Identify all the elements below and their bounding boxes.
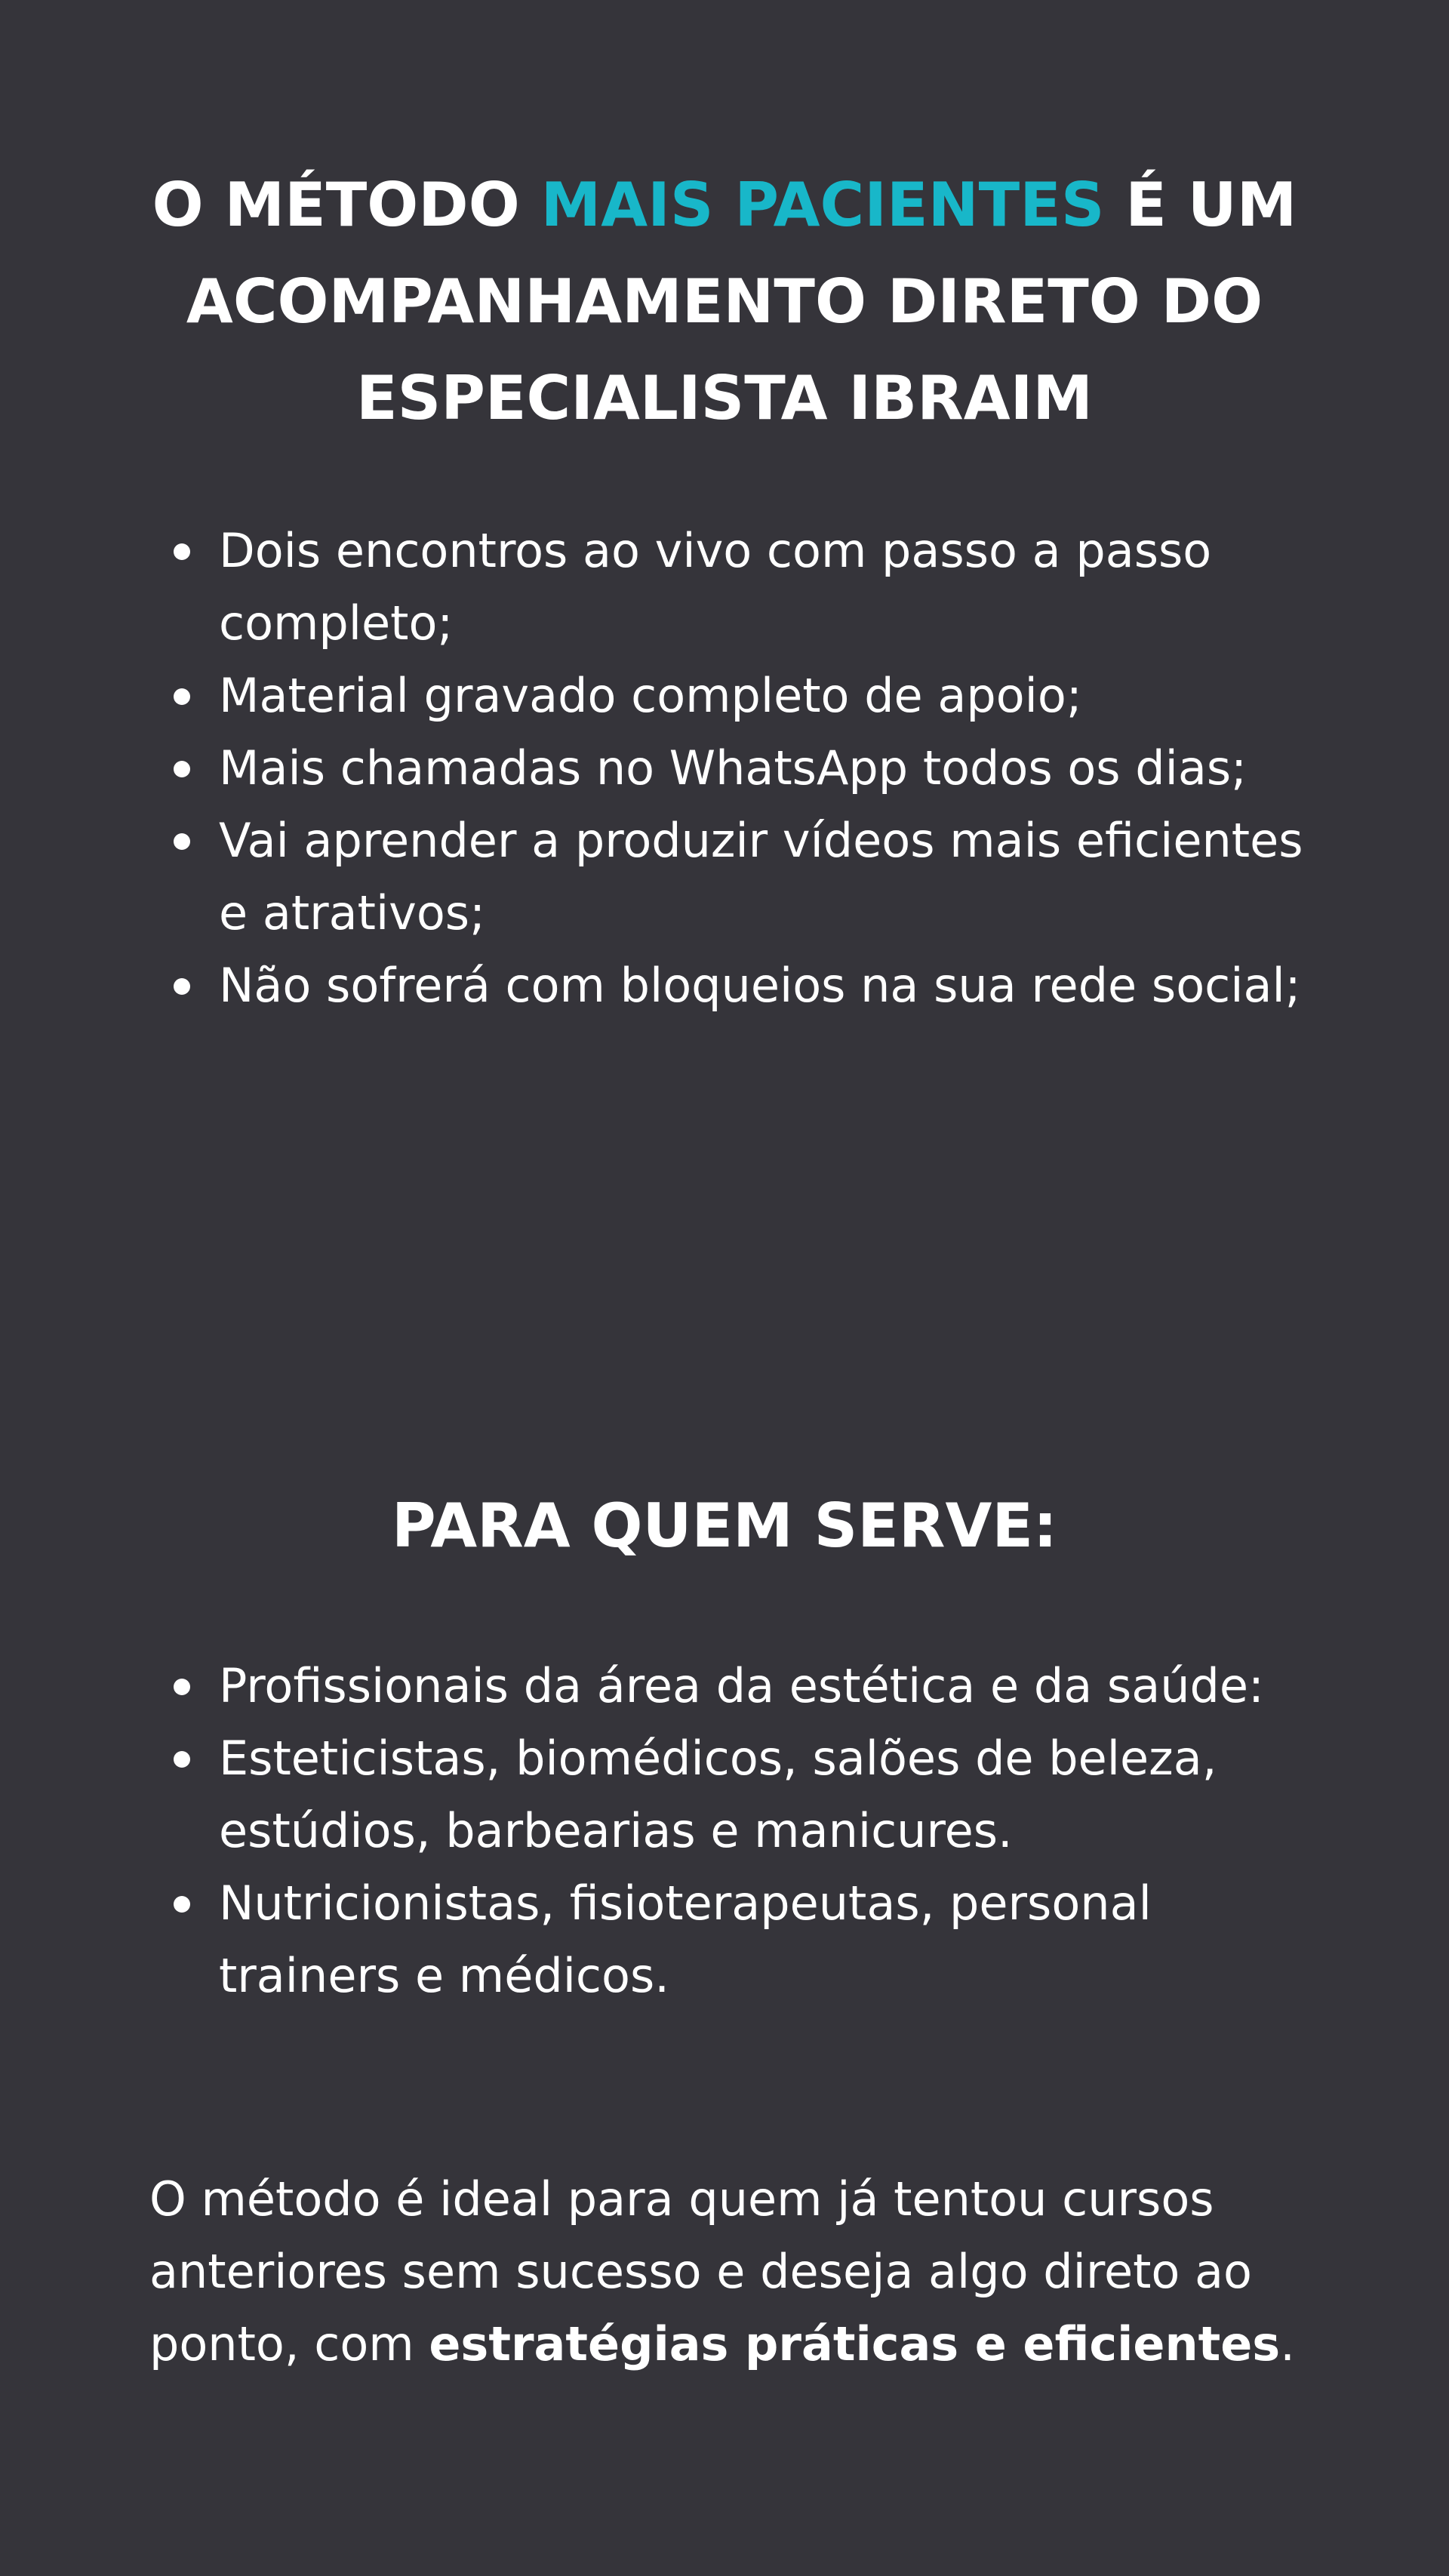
bullet-icon [174,833,190,850]
list-item [174,805,1306,949]
section-2-title: PARA QUEM SERVE: [391,1491,1058,1561]
bullet-icon [174,688,190,705]
list-item [174,1867,1306,2012]
list-item [174,515,1306,660]
closing-paragraph [149,2163,1327,2381]
list-item-text: Nutricionistas, fisioterapeutas, personal trainers e médicos. [219,1876,1152,2003]
bullet-icon [174,978,190,995]
list-item-text: Profissionais da área da estética e da saúde: [219,1658,1264,1713]
bullet-icon [174,761,190,777]
list-item [174,660,1306,732]
title-part-before: O MÉTODO [152,170,541,240]
audience-list [174,1650,1306,2012]
title-part-after: É UM ACOMPANHAMENTO DIRETO DO ESPECIALISTA IBRAIM [186,170,1297,433]
title-accent-mais-pacientes: MAIS PACIENTES [540,170,1105,240]
closing-text: O método é ideal para quem já tentou cursos anteriores sem sucesso e deseja algo direto ao ponto, com [149,2171,1252,2371]
closing-period: . [1280,2316,1295,2371]
list-item-text: Não sofrerá com bloqueios na sua rede social; [219,958,1301,1013]
list-item [174,732,1306,805]
bullet-icon [174,543,190,560]
list-item [174,1722,1306,1867]
section-1-title [113,157,1336,447]
list-item-text: Dois encontros ao vivo com passo a passo completo; [219,523,1212,651]
bullet-icon [174,1679,190,1695]
features-list [174,515,1306,1022]
list-item [174,1650,1306,1722]
bullet-icon [174,1751,190,1768]
list-item-text: Vai aprender a produzir vídeos mais eficientes e atrativos; [219,813,1303,940]
closing-bold-text: estratégias práticas e eficientes [429,2316,1281,2371]
list-item-text: Esteticistas, biomédicos, salões de beleza, estúdios, barbearias e manicures. [219,1731,1217,1858]
list-item-text: Mais chamadas no WhatsApp todos os dias; [219,740,1247,796]
list-item [174,949,1306,1022]
list-item-text: Material gravado completo de apoio; [219,668,1082,723]
bullet-icon [174,1896,190,1913]
